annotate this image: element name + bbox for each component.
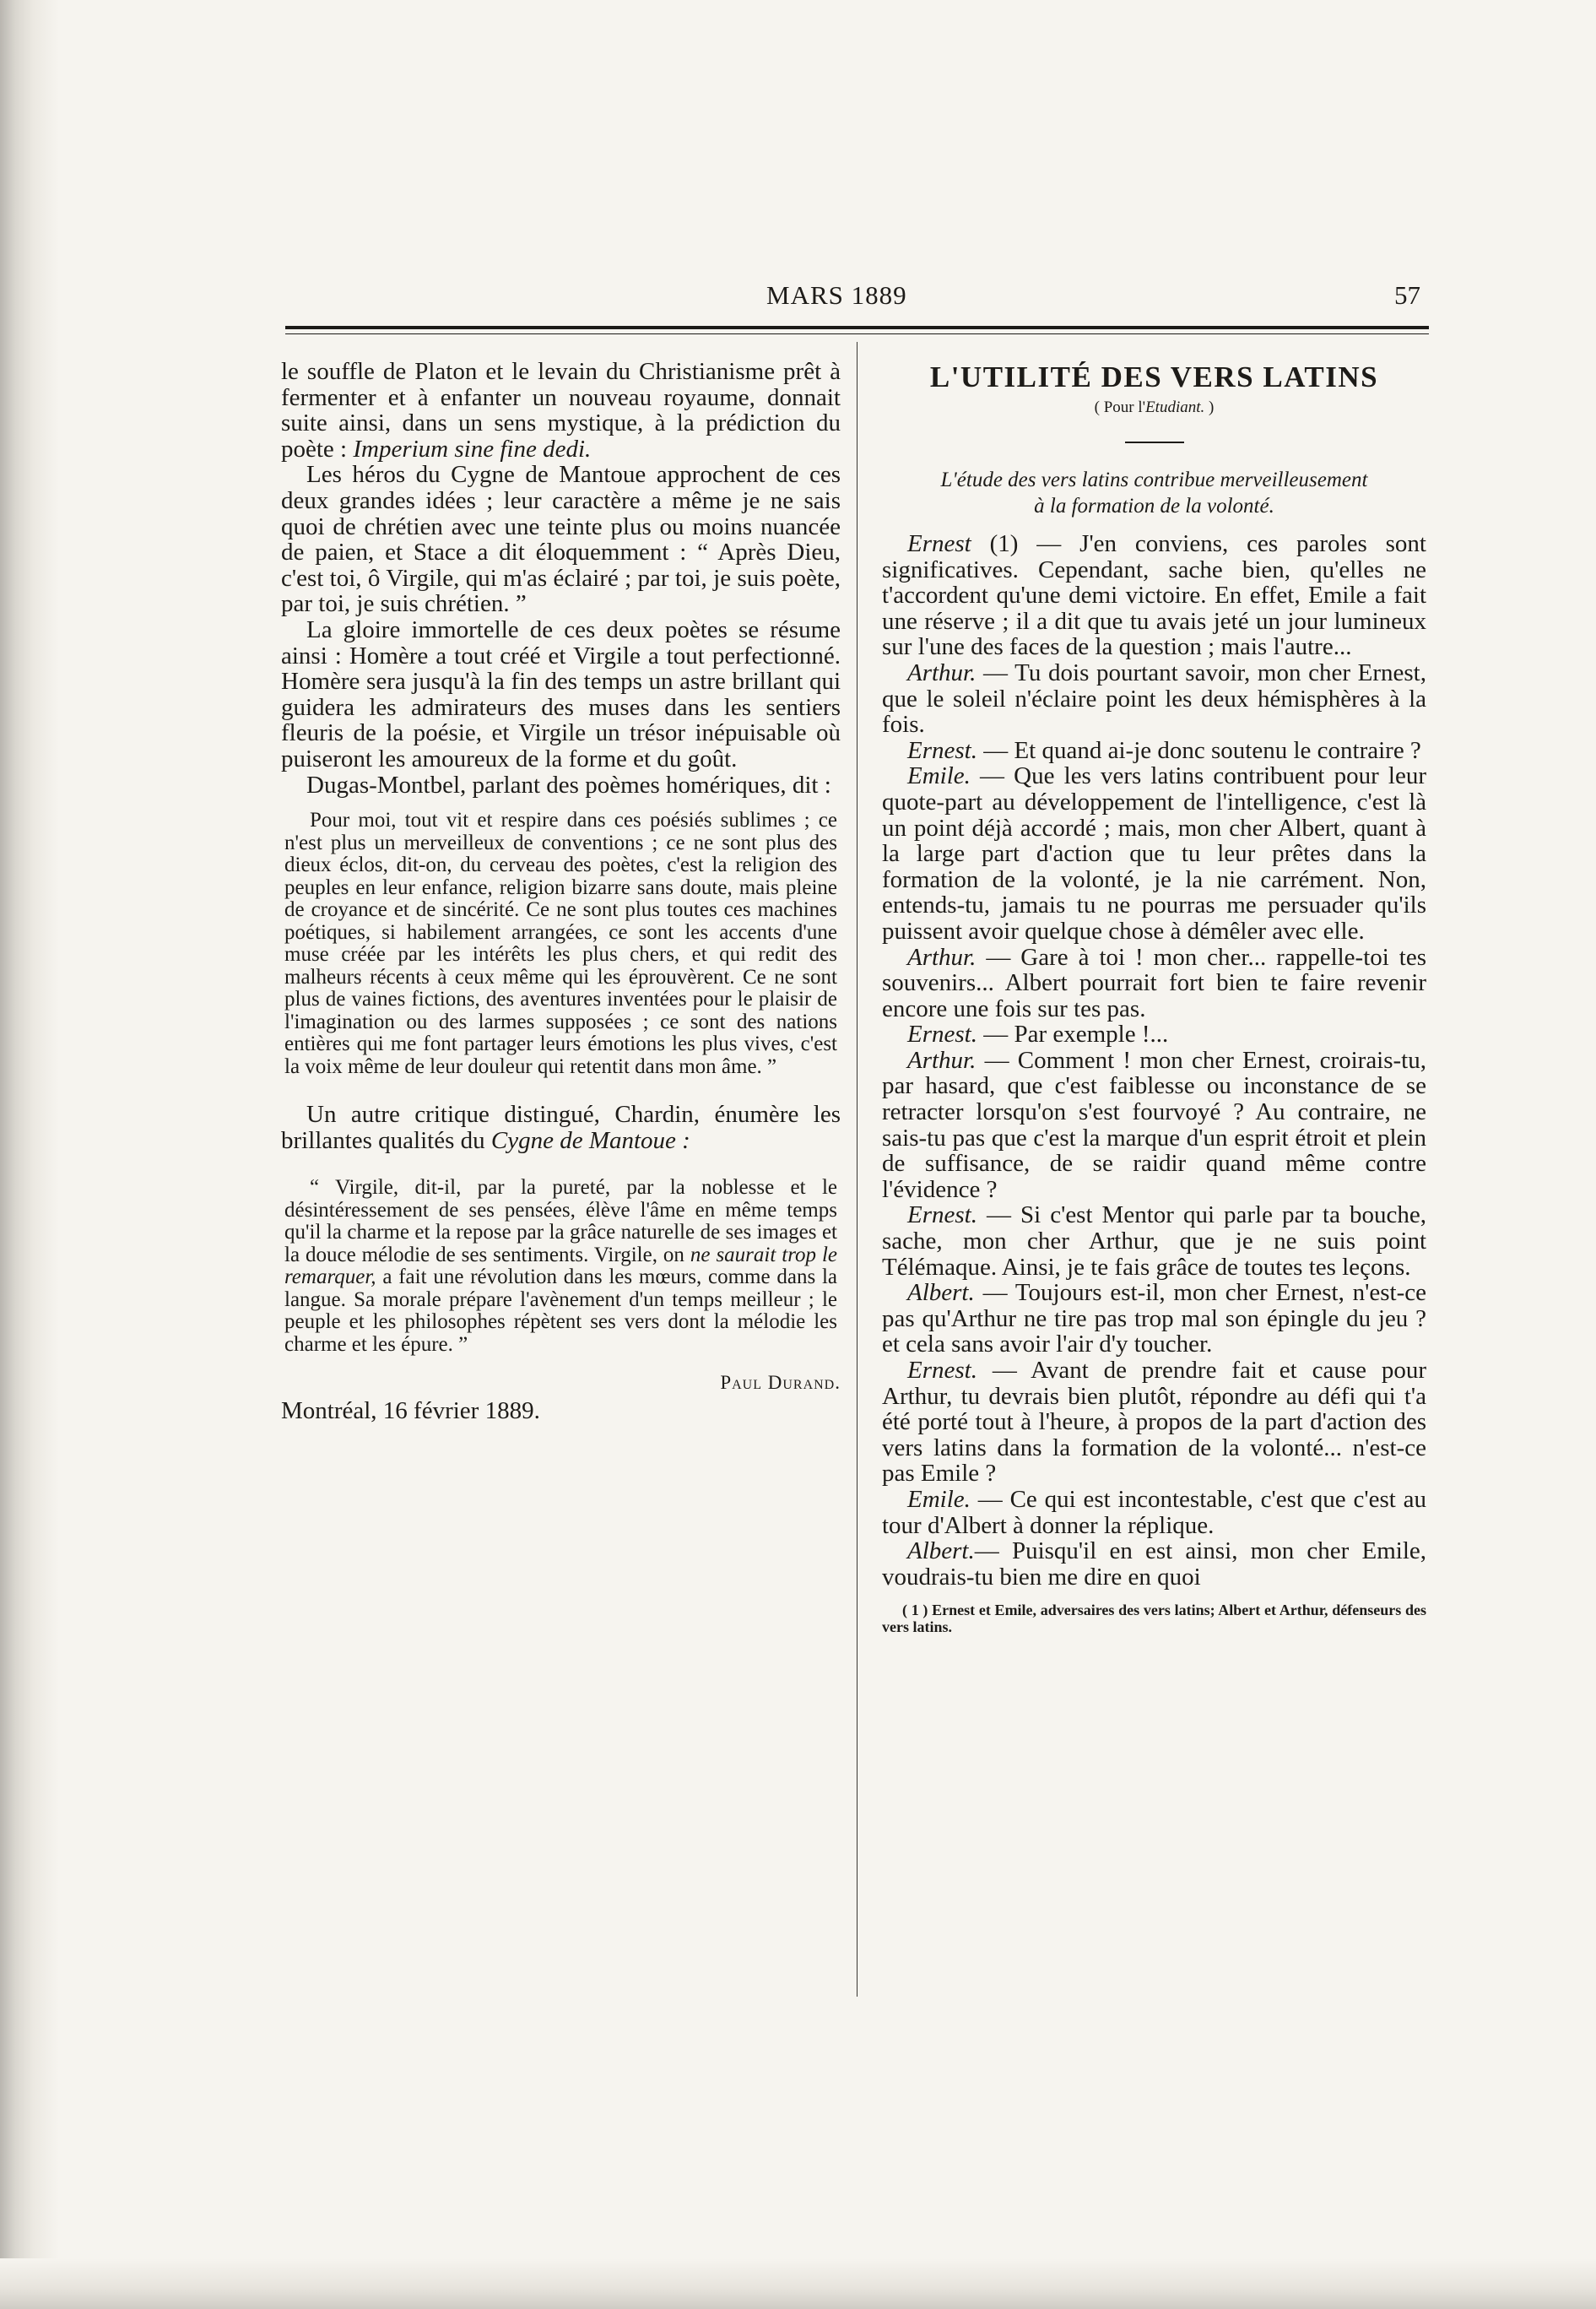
dialogue-speaker: Albert. bbox=[907, 1279, 975, 1307]
left-quote-chardin bbox=[281, 1177, 841, 1356]
dialogue-line bbox=[882, 945, 1426, 1022]
page-number: 57 bbox=[1394, 280, 1420, 310]
left-p1-text: le souffle de Platon et le levain du Christianisme prêt à fermenter et à enfanter un nouveau royaume, donnait suite ainsi, dans un sens mystique, à la prédiction du poète : bbox=[281, 358, 841, 463]
left-quote2-b: a fait une révolution dans les mœurs, comme dans la langue. Sa morale prépare l'avènement d'un temps meilleur ; le peuple et les philosophes répètent ses vers dont la mélodie les charme et les épure. ” bbox=[284, 1266, 837, 1356]
spacer bbox=[281, 798, 841, 810]
lead-line-1: L'étude des vers latins contribue merveilleusement bbox=[940, 469, 1368, 491]
left-quote2-a: “ Virgile, dit-il, par la pureté, par la noblesse et le désintéressement de ses pensées, élève l'âme en même temps qu'il la charme et la repose par la grâce naturelle de ses images et la douce mélodie de ses sentiments. Virgile, on bbox=[284, 1176, 837, 1266]
dialogue-line bbox=[882, 1358, 1426, 1487]
header-rule-thin bbox=[285, 333, 1429, 334]
subtitle-close: ) bbox=[1204, 398, 1215, 416]
article-title: L'UTILITÉ DES VERS LATINS bbox=[929, 360, 1379, 393]
dialogue-speaker: Emile. bbox=[907, 1485, 971, 1513]
subtitle-journal: Etudiant. bbox=[1145, 398, 1205, 416]
left-paragraph-3: La gloire immortelle de ces deux poètes se résume ainsi : Homère a tout créé et Virgile a tout perfectionné. Homère sera jusqu'à la fin des temps un astre brillant qui guidera les admirateurs des muses dans les sentiers fleuris de la poésie, et Virgile un trésor inépuisable où puiseront les amoureux de la forme et du goût. bbox=[281, 615, 841, 772]
dialogue-line bbox=[882, 738, 1426, 764]
dialogue-text: — Gare à toi ! mon cher... rappelle-toi tes souvenirs... Albert pourrait fort bien te faire revenir encore une fois sur tes pas. bbox=[882, 943, 1426, 1022]
left-p5-italic: Cygne de Mantoue : bbox=[490, 1126, 690, 1154]
left-paragraph-1 bbox=[281, 359, 841, 462]
left-p5-text: Un autre critique distingué, Chardin, énumère les brillantes qualités du bbox=[281, 1101, 841, 1154]
dialogue-text: — Ce qui est incontestable, c'est que c'est au tour d'Albert à donner la réplique. bbox=[882, 1485, 1426, 1539]
dialogue-speaker: Ernest bbox=[907, 530, 971, 557]
dialogue-line bbox=[882, 1048, 1426, 1203]
left-quote-dugas: Pour moi, tout vit et respire dans ces poésiés sublimes ; ce n'est plus un merveilleux de conventions ; ce ne sont plus des dieux éclos, dit-on, du cerveau des poètes, c'est la religion des peuples en leur enfance, religion bizarre sans doute, mais pleine de croyance et de sincérité. Ce ne sont plus toutes ces machines poétiques, si habilement arrangées, ce sont les accents d'une muse créée par les intérêts les plus chers, et qui redit des malheurs récents à ceux même qui les éprouvèrent. Ce ne sont plus de vaines fictions, des aventures inventées pour le plaisir de l'imagination ou des larmes supposées ; ce sont des nations entières qui me font partager leurs émotions les plus vives, c'est la voix même de leur douleur qui retentit dans mon âme. ” bbox=[284, 809, 837, 1078]
dialogue-line bbox=[882, 1538, 1426, 1590]
dialogue-text: — Tu dois pourtant savoir, mon cher Ernest, que le soleil n'éclaire point les deux hémisphères à la fois. bbox=[882, 659, 1426, 739]
dialogue-line bbox=[882, 763, 1426, 944]
dialogue-speaker: Ernest. bbox=[907, 1021, 977, 1049]
footnote: ( 1 ) Ernest et Emile, adversaires des vers latins; Albert et Arthur, défenseurs des vers latins. bbox=[882, 1602, 1426, 1636]
dialogue-text: — Comment ! mon cher Ernest, croirais-tu, par hasard, que c'est faiblesse ou inconstance de se retracter lorsqu'on s'est fourvoyé ? Au contraire, ne sais-tu pas que c'est la marque d'un esprit étroit et plein de suffisance, de se raidir quand même contre l'évidence ? bbox=[882, 1046, 1426, 1203]
dialogue bbox=[882, 531, 1426, 1590]
header-month: MARS 1889 bbox=[766, 280, 907, 310]
dialogue-speaker: Arthur. bbox=[907, 1046, 977, 1074]
dialogue-text: — Avant de prendre fait et cause pour Arthur, tu devrais bien plutôt, répondre au défi qui t'a été porté tout à l'heure, à propos de la part d'action des vers latins dans la formation de la volonté... n'est-ce pas Emile ? bbox=[882, 1357, 1426, 1488]
title-separator bbox=[1125, 442, 1184, 443]
article-subtitle bbox=[882, 396, 1426, 420]
dialogue-speaker: Ernest. bbox=[907, 1357, 977, 1384]
dialogue-text: — Et quand ai-je donc soutenu le contraire ? bbox=[977, 736, 1421, 764]
dialogue-speaker: Albert. bbox=[907, 1537, 975, 1565]
spacer bbox=[281, 1356, 841, 1368]
dialogue-text: — Toujours est-il, mon cher Ernest, n'est-ce pas qu'Arthur ne tire pas trop mal son épingle du jeu ? et cela sans avoir l'air d'y toucher. bbox=[882, 1279, 1426, 1358]
spacer bbox=[882, 519, 1426, 531]
dialogue-text: — Si c'est Mentor qui parle par ta bouche, sache, mon cher Arthur, que je ne suis point Télémaque. Ainsi, je te fais grâce de toutes tes leçons. bbox=[882, 1201, 1426, 1281]
dialogue-line bbox=[882, 1022, 1426, 1048]
scan-shadow-left bbox=[0, 0, 59, 2309]
author-signature: Paul Durand. bbox=[720, 1372, 841, 1394]
left-p1-quote: Imperium sine fine dedi. bbox=[353, 435, 592, 463]
spacer bbox=[281, 1153, 841, 1177]
dialogue-speaker: Ernest. bbox=[907, 1201, 977, 1229]
dialogue-line bbox=[882, 1280, 1426, 1358]
dialogue-line bbox=[882, 531, 1426, 660]
page-header bbox=[285, 280, 1429, 314]
dialogue-line bbox=[882, 660, 1426, 738]
scan-shadow-bottom bbox=[0, 2258, 1596, 2309]
dialogue-speaker: Arthur. bbox=[907, 943, 977, 971]
subtitle-open: ( Pour l' bbox=[1094, 398, 1146, 416]
dialogue-speaker: Ernest. bbox=[907, 736, 977, 764]
left-paragraph-2: Les héros du Cygne de Mantoue approchent de ces deux grandes idées ; leur caractère a même je ne sais quoi de chrétien avec une teinte plus ou moins nuancée de paien, et Stace a dit éloquemment : “ Après Dieu, c'est toi, ô Virgile, qui m'as éclairé ; par toi, je suis poète, par toi, je suis chrétien. ” bbox=[281, 461, 841, 618]
place-date: Montréal, 16 février 1889. bbox=[281, 1397, 540, 1425]
left-column bbox=[281, 359, 841, 1424]
left-quote2-italic: ne saurait trop le remarquer, bbox=[284, 1243, 837, 1289]
dialogue-text: (1) — J'en conviens, ces paroles sont significatives. Cependant, sache bien, qu'elles ne t'accordent qu'une demi victoire. En effet, Emile a fait une réserve ; il a dit que tu avais jeté un jour lumineux sur l'une des faces de la question ; mais l'autre... bbox=[882, 530, 1426, 661]
header-rule-thick bbox=[285, 326, 1429, 329]
left-paragraph-4: Dugas-Montbel, parlant des poèmes homériques, dit : bbox=[306, 771, 831, 799]
dialogue-text: — Que les vers latins contribuent pour leur quote-part au développement de l'intelligence, c'est là un point déjà accordé ; mais, mon cher Albert, quant à la large part d'action que tu leur prêtes dans la formation de la volonté, je la nie carrément. Non, entends-tu, jamais tu ne pourras me persuader qu'ils puissent avoir quelque chose à démêler avec elle. bbox=[882, 762, 1426, 945]
right-column bbox=[882, 359, 1426, 1635]
spacer bbox=[882, 1590, 1426, 1602]
column-divider bbox=[857, 342, 858, 1997]
dialogue-text: — Par exemple !... bbox=[977, 1021, 1169, 1049]
dialogue-line bbox=[882, 1487, 1426, 1538]
lead-line-2: à la formation de la volonté. bbox=[1034, 495, 1274, 518]
dialogue-text: — Puisqu'il en est ainsi, mon cher Emile, voudrais-tu bien me dire en quoi bbox=[882, 1537, 1426, 1591]
dialogue-speaker: Emile. bbox=[907, 762, 971, 790]
dialogue-speaker: Arthur. bbox=[907, 659, 977, 686]
dialogue-line bbox=[882, 1202, 1426, 1280]
spacer bbox=[281, 1078, 841, 1102]
left-paragraph-5 bbox=[281, 1102, 841, 1153]
